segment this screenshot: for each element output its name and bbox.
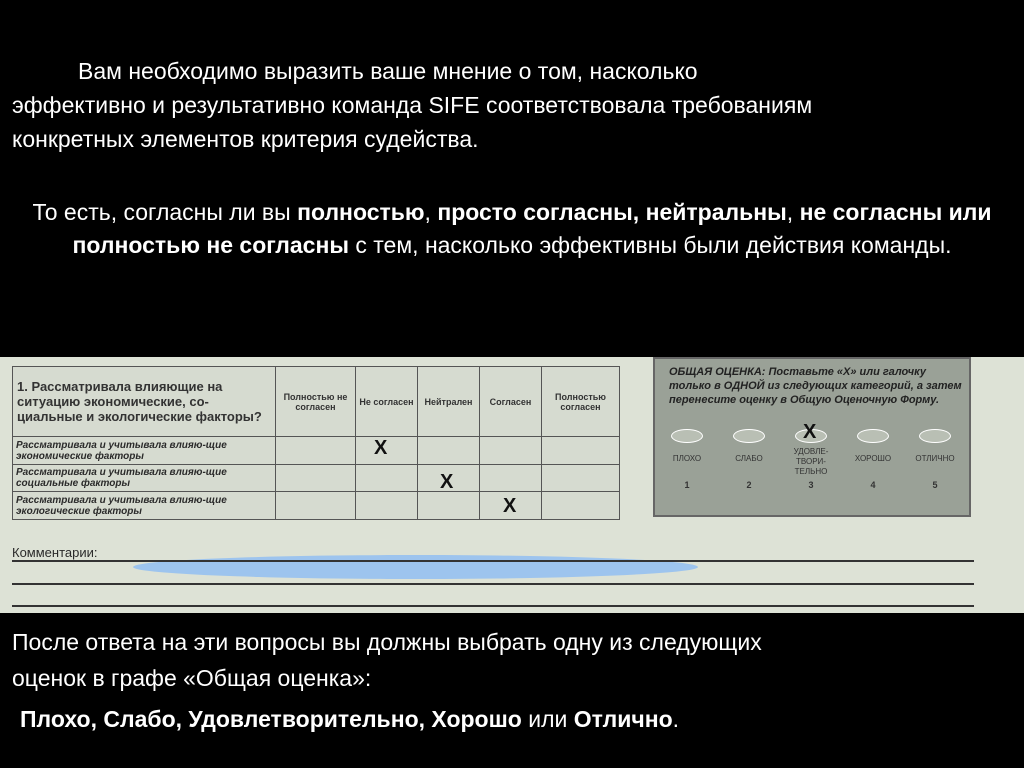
explain-text xyxy=(14,196,1010,262)
table-row-label: Рассматривала и учитывала влияю-щие экономические факторы xyxy=(13,437,276,465)
x-mark-row-1: X xyxy=(374,437,388,459)
column-header: Нейтрален xyxy=(418,367,480,437)
answer-cell[interactable] xyxy=(356,465,418,492)
intro-line-1: Вам необходимо выразить ваше мнение о том, насколько xyxy=(78,58,698,84)
overall-rating-box xyxy=(653,357,971,517)
choices-part: или xyxy=(521,706,574,732)
column-header: Не согласен xyxy=(356,367,418,437)
answer-cell[interactable] xyxy=(418,492,480,520)
answer-cell[interactable] xyxy=(542,437,620,465)
highlight-ellipse xyxy=(133,555,698,579)
explain-bold: полностью xyxy=(297,199,425,225)
rating-number-5: 5 xyxy=(932,480,938,490)
after-text xyxy=(12,624,1012,696)
after-line-1: После ответа на эти вопросы вы должны выбрать одну из следующих xyxy=(12,629,762,655)
answer-cell[interactable] xyxy=(480,437,542,465)
intro-line-2: эффективно и результативно команда SIFE соответствовала требованиям xyxy=(12,92,813,118)
explain-part: с тем, насколько эффективны были действия команды. xyxy=(349,232,952,258)
column-header: Согласен xyxy=(480,367,542,437)
choices-part: . xyxy=(672,706,680,732)
answer-cell[interactable] xyxy=(480,465,542,492)
rating-label-4: ХОРОШО xyxy=(854,454,892,463)
explain-bold: просто согласны, нейтральны xyxy=(437,199,787,225)
column-header: Полностью не согласен xyxy=(276,367,356,437)
answer-cell[interactable] xyxy=(542,465,620,492)
overall-label: ОБЩАЯ ОЦЕНКА: Поставьте «Х» или галочку только в ОДНОЙ из следующих категорий, а затем перенесите оценку в Общую Оценочную Форму. xyxy=(669,366,962,406)
rating-number-1: 1 xyxy=(684,480,690,490)
answer-cell[interactable] xyxy=(276,437,356,465)
comment-line xyxy=(12,583,974,585)
rating-label-2: СЛАБО xyxy=(735,454,763,463)
x-mark-overall: X xyxy=(803,421,817,443)
intro-text xyxy=(12,54,1012,156)
answer-cell[interactable] xyxy=(356,492,418,520)
rating-oval-1[interactable] xyxy=(671,429,703,443)
answer-cell[interactable] xyxy=(276,465,356,492)
question-header: 1. Рассматривала влияющие на ситуацию экономические, со-циальные и экологические факторы? xyxy=(13,367,276,437)
rating-oval-4[interactable] xyxy=(857,429,889,443)
choices-bold: Плохо, Слабо, Удовлетворительно, Хорошо xyxy=(20,706,522,732)
criteria-table xyxy=(12,366,620,520)
explain-part: , xyxy=(786,199,800,225)
column-header: Полностью согласен xyxy=(542,367,620,437)
rating-oval-2[interactable] xyxy=(733,429,765,443)
x-mark-row-2: X xyxy=(440,471,454,493)
choices-bold: Отлично xyxy=(573,706,673,732)
rating-label-1: ПЛОХО xyxy=(672,454,702,463)
x-mark-row-3: X xyxy=(503,495,517,517)
choices-text xyxy=(20,702,1020,736)
comments-label: Комментарии: xyxy=(12,545,98,560)
rating-label-5: ОТЛИЧНО xyxy=(915,454,955,463)
rating-label-3: УДОВЛЕ-ТВОРИ-ТЕЛЬНО xyxy=(793,447,829,476)
rating-number-4: 4 xyxy=(870,480,876,490)
rating-oval-5[interactable] xyxy=(919,429,951,443)
explain-part: То есть, согласны ли вы xyxy=(32,199,298,225)
answer-cell[interactable] xyxy=(418,437,480,465)
comment-line xyxy=(12,560,974,562)
comment-line xyxy=(12,605,974,607)
scanned-form xyxy=(0,357,1024,613)
answer-cell[interactable] xyxy=(276,492,356,520)
explain-part: , xyxy=(424,199,438,225)
table-row-label: Рассматривала и учитывала влияю-щие экологические факторы xyxy=(13,492,276,520)
intro-line-3: конкретных элементов критерия судейства. xyxy=(12,126,479,152)
after-line-2: оценок в графе «Общая оценка»: xyxy=(12,665,372,691)
rating-number-3: 3 xyxy=(808,480,814,490)
table-row-label: Рассматривала и учитывала влияю-щие социальные факторы xyxy=(13,465,276,492)
rating-number-2: 2 xyxy=(746,480,752,490)
answer-cell[interactable] xyxy=(542,492,620,520)
explain-bold: не согласны или полностью не согласны xyxy=(72,199,992,258)
